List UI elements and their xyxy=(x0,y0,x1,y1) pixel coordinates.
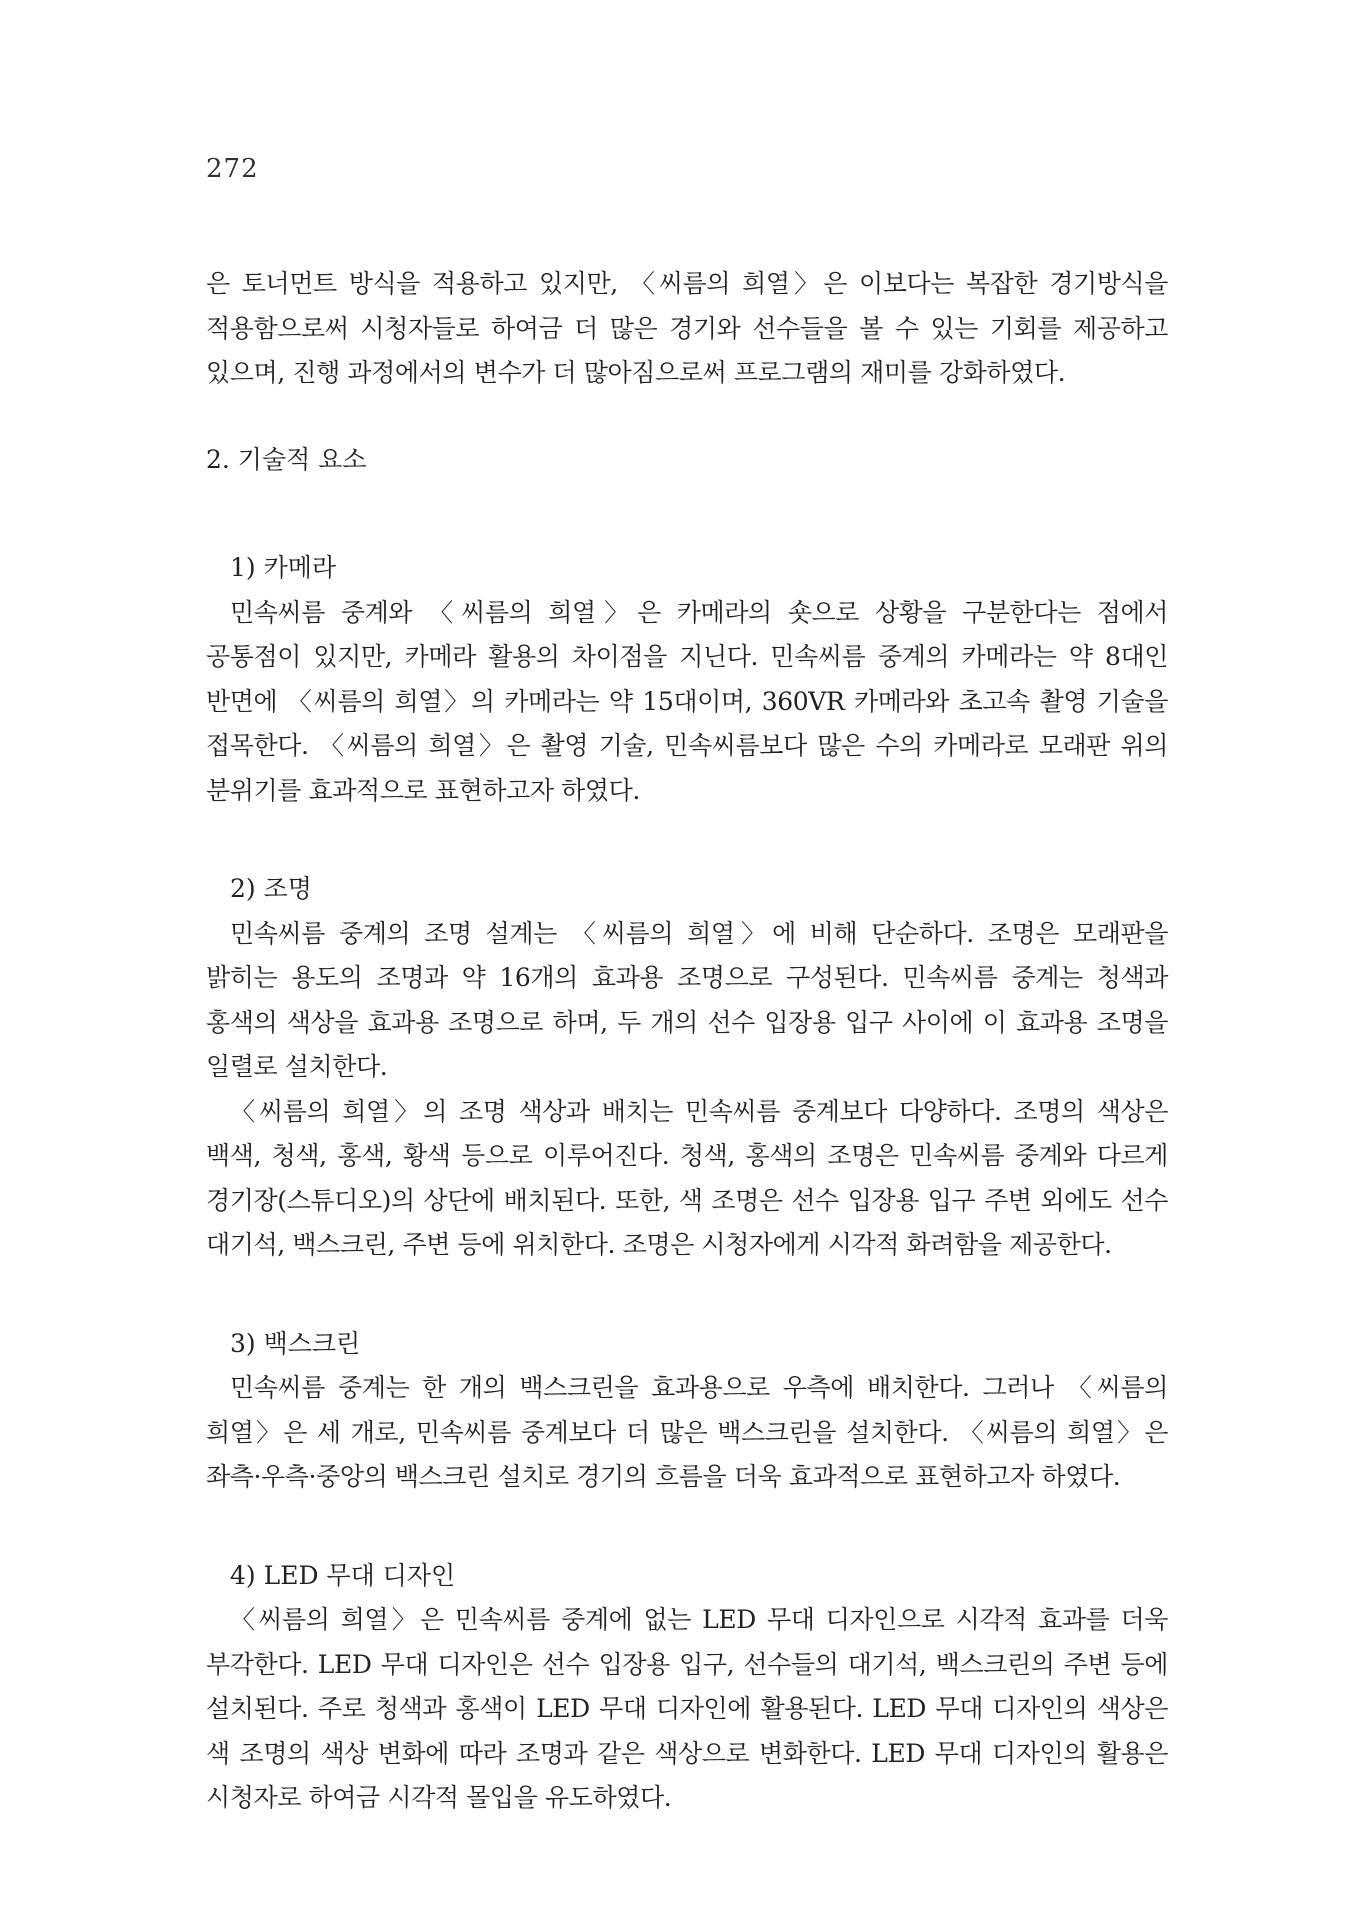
section-heading: 2. 기술적 요소 xyxy=(206,444,367,474)
page-number: 272 xyxy=(206,154,259,184)
camera-paragraph: 민속씨름 중계와 〈씨름의 희열〉은 카메라의 숏으로 상황을 구분한다는 점에서 공통점이 있지만, 카메라 활용의 차이점을 지닌다. 민속씨름 중계의 카메라는 약 8대인 반면에 〈씨름의 희열〉의 카메라는 약 15대이며, 360VR 카메라와 초고속 촬영 기술을 접목한다. 〈씨름의 희열〉은 촬영 기술, 민속씨름보다 많은 수의 카메라로 모래판 위의 분위기를 효과적으로 표현하고자 하였다. xyxy=(206,597,1168,805)
lighting-paragraph-1: 민속씨름 중계의 조명 설계는 〈씨름의 희열〉에 비해 단순하다. 조명은 모래판을 밝히는 용도의 조명과 약 16개의 효과용 조명으로 구성된다. 민속씨름 중계는 청색과 홍색의 색상을 효과용 조명으로 하며, 두 개의 선수 입장용 입구 사이에 이 효과용 조명을 일렬로 설치한다. xyxy=(206,918,1168,1081)
intro-paragraph: 은 토너먼트 방식을 적용하고 있지만, 〈씨름의 희열〉은 이보다는 복잡한 경기방식을 적용함으로써 시청자들로 하여금 더 많은 경기와 선수들을 볼 수 있는 기회를 제공하고 있으며, 진행 과정에서의 변수가 더 많아짐으로써 프로그램의 재미를 강화하였다. xyxy=(206,269,1168,387)
subsection-heading-led-stage: 4) LED 무대 디자인 xyxy=(230,1560,456,1590)
page-body xyxy=(206,262,1168,1821)
subsection-heading-backscreen: 3) 백스크린 xyxy=(230,1328,361,1358)
subsection-heading-camera: 1) 카메라 xyxy=(230,553,337,582)
lighting-paragraph-2: 〈씨름의 희열〉의 조명 색상과 배치는 민속씨름 중계보다 다양하다. 조명의 색상은 백색, 청색, 홍색, 황색 등으로 이루어진다. 청색, 홍색의 조명은 민속씨름 중계와 다르게 경기장(스튜디오)의 상단에 배치된다. 또한, 색 조명은 선수 입장용 입구 주변 외에도 선수 대기석, 백스크린, 주변 등에 위치한다. 조명은 시청자에게 시각적 화려함을 제공한다. xyxy=(206,1096,1168,1259)
subsection-heading-lighting: 2) 조명 xyxy=(230,874,312,903)
backscreen-paragraph: 민속씨름 중계는 한 개의 백스크린을 효과용으로 우측에 배치한다. 그러나 〈씨름의 희열〉은 세 개로, 민속씨름 중계보다 더 많은 백스크린을 설치한다. 〈씨름의 희열〉은 좌측·우측·중앙의 백스크린 설치로 경기의 흐름을 더욱 효과적으로 표현하고자 하였다. xyxy=(206,1373,1168,1491)
led-stage-paragraph: 〈씨름의 희열〉은 민속씨름 중계에 없는 LED 무대 디자인으로 시각적 효과를 더욱 부각한다. LED 무대 디자인은 선수 입장용 입구, 선수들의 대기석, 백스크린의 주변 등에 설치된다. 주로 청색과 홍색이 LED 무대 디자인에 활용된다. LED 무대 디자인의 색상은 색 조명의 색상 변화에 따라 조명과 같은 색상으로 변화한다. LED 무대 디자인의 활용은 시청자로 하여금 시각적 몰입을 유도하였다. xyxy=(206,1605,1168,1812)
